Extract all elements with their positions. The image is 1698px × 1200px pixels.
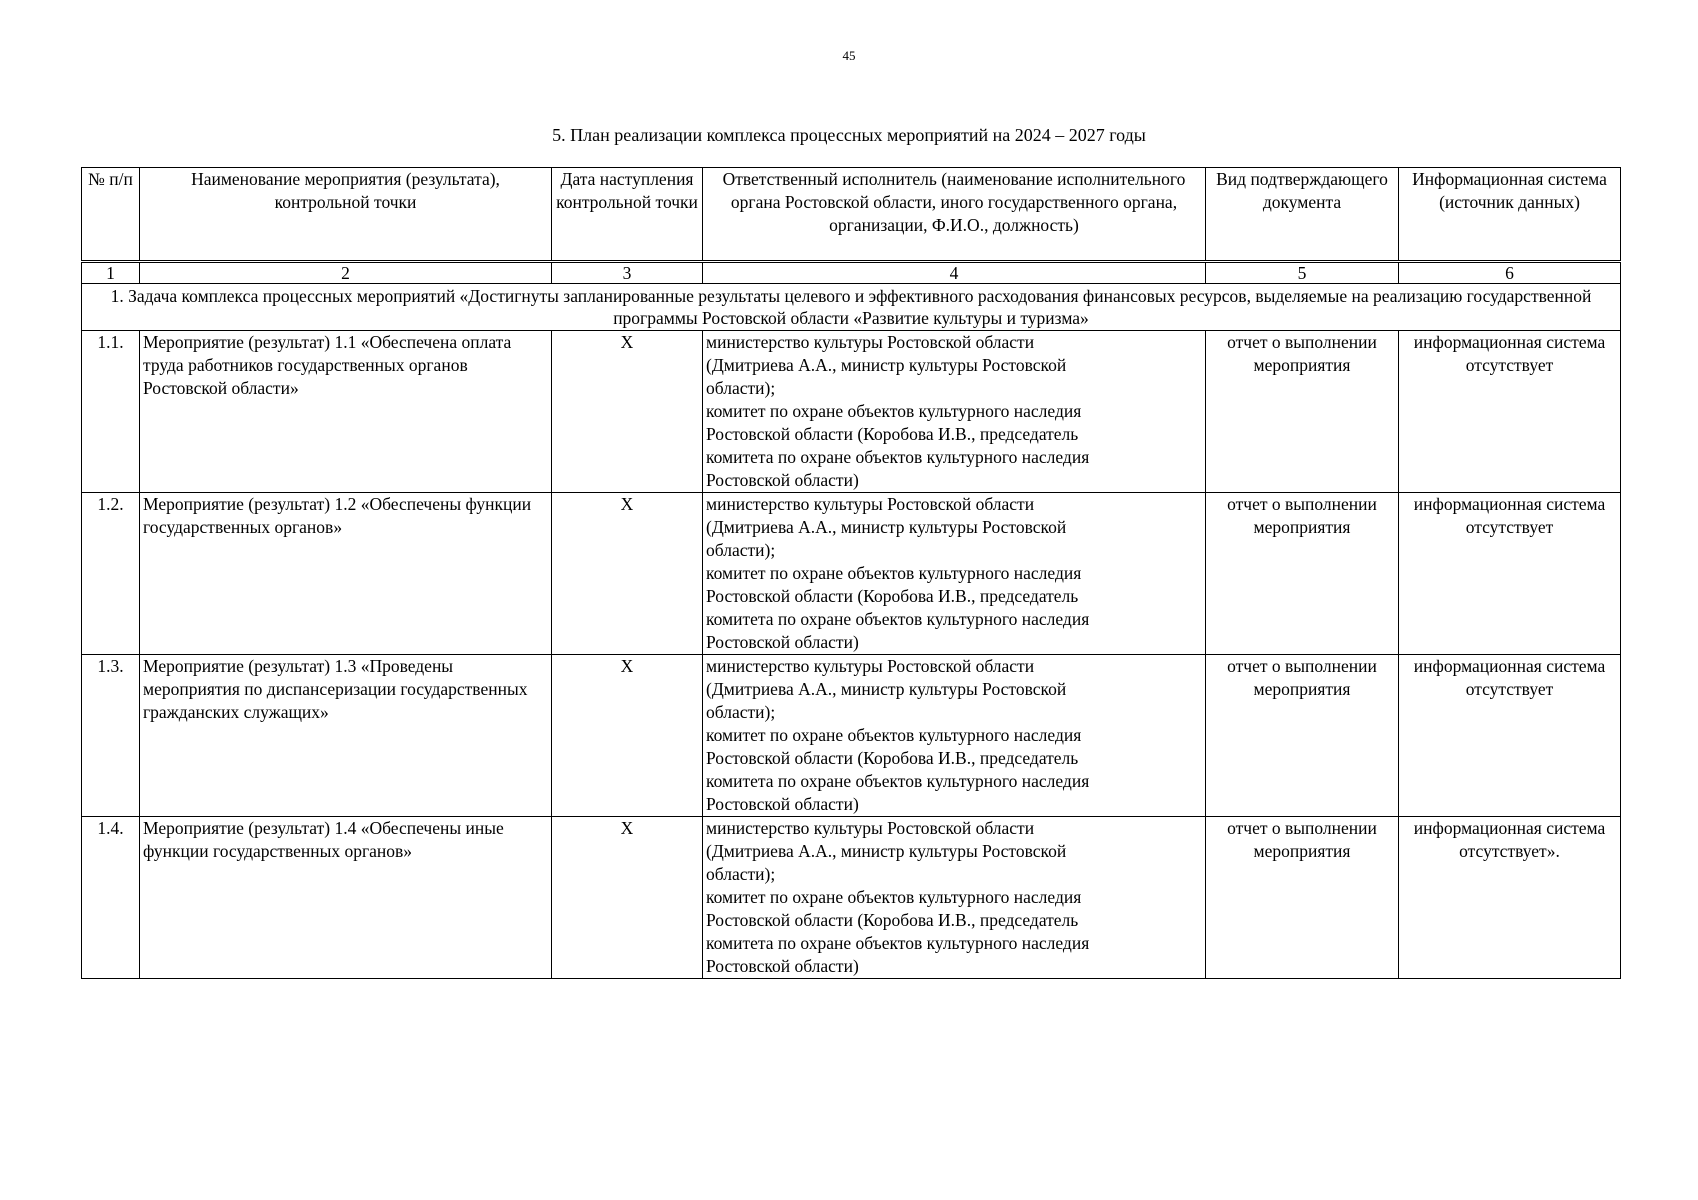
responsible-line: области); (706, 378, 776, 398)
column-number-row (82, 262, 1621, 284)
responsible-line: комитета по охране объектов культурного наследия (706, 609, 1090, 629)
implementation-plan-table (81, 167, 1621, 979)
column-number: 6 (1399, 262, 1621, 284)
row-name: Мероприятие (результат) 1.4 «Обеспечены иные функции государственных органов» (140, 817, 552, 979)
table-row (82, 331, 1621, 493)
responsible-line: Ростовской области) (706, 956, 859, 976)
row-number: 1.1. (82, 331, 140, 493)
responsible-line: области); (706, 540, 776, 560)
responsible-line: комитет по охране объектов культурного наследия (706, 401, 1082, 421)
responsible-line: министерство культуры Ростовской области (706, 494, 1035, 514)
responsible-line: (Дмитриева А.А., министр культуры Ростовской (706, 517, 1067, 537)
header-date: Дата наступления контрольной точки (552, 168, 703, 262)
row-number: 1.2. (82, 493, 140, 655)
header-document: Вид подтверждающего документа (1206, 168, 1399, 262)
row-date: X (552, 655, 703, 817)
row-document: отчет о выполнении мероприятия (1206, 655, 1399, 817)
row-system: информационная система отсутствует (1399, 655, 1621, 817)
row-system: информационная система отсутствует». (1399, 817, 1621, 979)
row-responsible (703, 493, 1206, 655)
responsible-line: комитет по охране объектов культурного наследия (706, 725, 1082, 745)
responsible-line: Ростовской области (Коробова И.В., председатель (706, 748, 1079, 768)
responsible-line: Ростовской области) (706, 632, 859, 652)
responsible-line: комитет по охране объектов культурного наследия (706, 563, 1082, 583)
responsible-line: комитета по охране объектов культурного наследия (706, 933, 1090, 953)
row-system: информационная система отсутствует (1399, 331, 1621, 493)
column-number: 5 (1206, 262, 1399, 284)
row-name: Мероприятие (результат) 1.1 «Обеспечена оплата труда работников государственных органов Ростовской области» (140, 331, 552, 493)
row-date: X (552, 817, 703, 979)
responsible-line: (Дмитриева А.А., министр культуры Ростовской (706, 355, 1067, 375)
responsible-line: (Дмитриева А.А., министр культуры Ростовской (706, 679, 1067, 699)
table-row (82, 817, 1621, 979)
row-name: Мероприятие (результат) 1.3 «Проведены мероприятия по диспансеризации государственных гражданских служащих» (140, 655, 552, 817)
responsible-line: Ростовской области) (706, 470, 859, 490)
row-name: Мероприятие (результат) 1.2 «Обеспечены функции государственных органов» (140, 493, 552, 655)
column-number: 4 (703, 262, 1206, 284)
row-responsible (703, 655, 1206, 817)
row-date: X (552, 493, 703, 655)
responsible-line: Ростовской области (Коробова И.В., председатель (706, 424, 1079, 444)
document-title: 5. План реализации комплекса процессных мероприятий на 2024 – 2027 годы (552, 125, 1146, 145)
row-document: отчет о выполнении мероприятия (1206, 817, 1399, 979)
row-system: информационная система отсутствует (1399, 493, 1621, 655)
row-number: 1.4. (82, 817, 140, 979)
header-responsible: Ответственный исполнитель (наименование исполнительного органа Ростовской области, иного государственного органа, организации, Ф.И.О., должность) (703, 168, 1206, 262)
page-number: 45 (842, 48, 856, 63)
responsible-line: Ростовской области (Коробова И.В., председатель (706, 586, 1079, 606)
task-row (82, 284, 1621, 331)
responsible-line: Ростовской области) (706, 794, 859, 814)
row-document: отчет о выполнении мероприятия (1206, 493, 1399, 655)
table-header-row (82, 168, 1621, 262)
header-number: № п/п (82, 168, 140, 262)
column-number: 1 (82, 262, 140, 284)
row-date: X (552, 331, 703, 493)
header-name: Наименование мероприятия (результата), контрольной точки (140, 168, 552, 262)
task-title: 1. Задача комплекса процессных мероприятий «Достигнуты запланированные результаты целевого и эффективного расходования финансовых ресурсов, выделяемые на реализацию государственной программы Ростовской области «Развитие культуры и туризма» (82, 284, 1621, 331)
responsible-line: комитета по охране объектов культурного наследия (706, 447, 1090, 467)
responsible-line: области); (706, 702, 776, 722)
column-number: 3 (552, 262, 703, 284)
header-system: Информационная система (источник данных) (1399, 168, 1621, 262)
row-document: отчет о выполнении мероприятия (1206, 331, 1399, 493)
responsible-line: Ростовской области (Коробова И.В., председатель (706, 910, 1079, 930)
row-responsible (703, 817, 1206, 979)
table-row (82, 493, 1621, 655)
row-responsible (703, 331, 1206, 493)
responsible-line: министерство культуры Ростовской области (706, 656, 1035, 676)
responsible-line: министерство культуры Ростовской области (706, 818, 1035, 838)
row-number: 1.3. (82, 655, 140, 817)
responsible-line: области); (706, 864, 776, 884)
responsible-line: комитета по охране объектов культурного наследия (706, 771, 1090, 791)
responsible-line: комитет по охране объектов культурного наследия (706, 887, 1082, 907)
table-row (82, 655, 1621, 817)
responsible-line: (Дмитриева А.А., министр культуры Ростовской (706, 841, 1067, 861)
responsible-line: министерство культуры Ростовской области (706, 332, 1035, 352)
column-number: 2 (140, 262, 552, 284)
